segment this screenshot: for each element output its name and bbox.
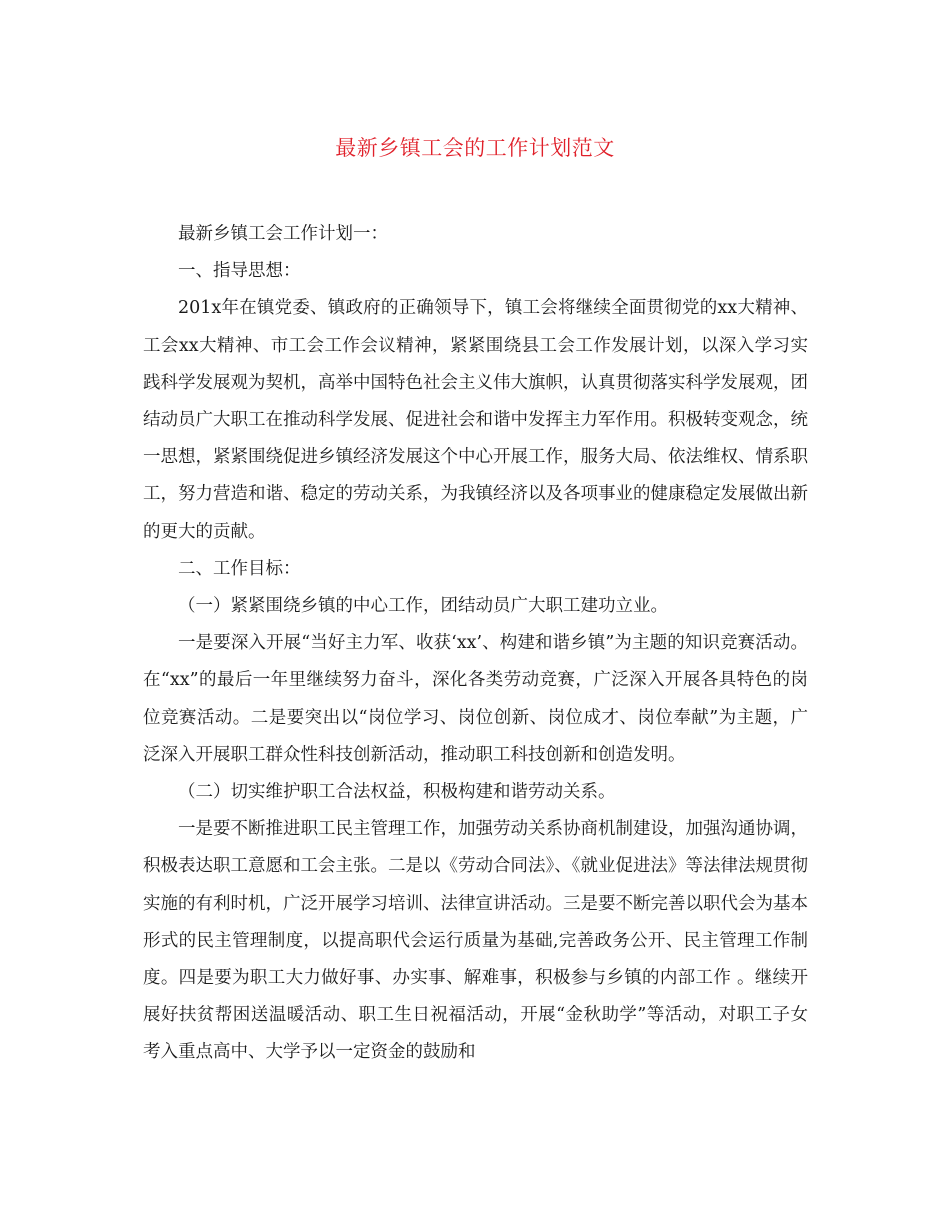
section-heading-work-goals: 二、工作目标： <box>178 558 301 579</box>
paragraph-guiding-thought: 201x年在镇党委、镇政府的正确领导下，镇工会将继续全面贯彻党的xx大精神、工会xx大精神、市工会工作会议精神，紧紧围绕县工会工作发展计划，以深入学习实践科学发展观为契机，高举中国特色社会主义伟大旗帜，认真贯彻落实科学发展观，团结动员广大职工在推动科学发展、促进社会和谐中发挥主力军作用。积极转变观念，统一思想，紧紧围绕促进乡镇经济发展这个中心开展工作，服务大局、依法维权、情系职工，努力营造和谐、稳定的劳动关系，为我镇经济以及各项事业的健康稳定发展做出新的更大的贡献。 <box>143 298 808 542</box>
document-title: 最新乡镇工会的工作计划范文 <box>335 136 615 160</box>
paragraph-goal-two: 一是要不断推进职工民主管理工作，加强劳动关系协商机制建设，加强沟通协调，积极表达职工意愿和工会主张。二是以《劳动合同法》、《就业促进法》等法律法规贯彻实施的有利时机，广泛开展学习培训、法律宣讲活动。三是要不断完善以职代会为基本形式的民主管理制度，以提高职代会运行质量为基础,完善政务公开、民主管理工作制度。四是要为职工大力做好事、办实事、解难事，积极参与乡镇的内部工作 。继续开展好扶贫帮困送温暖活动、职工生日祝福活动，开展“金秋助学”等活动，对职工子女考入重点高中、大学予以一定资金的鼓励和 <box>143 819 808 1063</box>
document-body <box>143 216 808 1072</box>
section-heading-plan-one: 最新乡镇工会工作计划一： <box>178 224 388 244</box>
paragraph-goal-one: 一是要深入开展“当好主力军、收获‘xx’、构建和谐乡镇”为主题的知识竞赛活动。在“xx”的最后一年里继续努力奋斗，深化各类劳动竞赛，广泛深入开展各具特色的岗位竞赛活动。二是要突出以“岗位学习、岗位创新、岗位成才、岗位奉献”为主题，广泛深入开展职工群众性科技创新活动，推动职工科技创新和创造发明。 <box>143 633 808 765</box>
subheading-goal-two: （二）切实维护职工合法权益，积极构建和谐劳动关系。 <box>178 782 616 803</box>
section-heading-guiding-thought: 一、指导思想： <box>178 261 301 282</box>
subheading-goal-one: （一）紧紧围绕乡镇的中心工作，团结动员广大职工建功立业。 <box>178 596 668 617</box>
